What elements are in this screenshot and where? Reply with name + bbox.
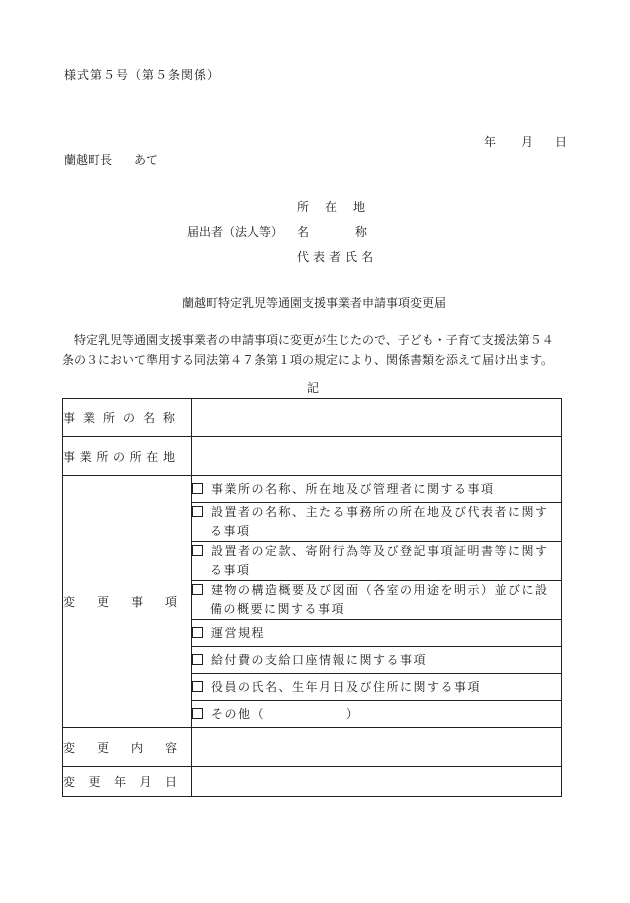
table-row [63,476,562,503]
char: 所 [96,449,109,464]
checkbox[interactable] [192,483,203,494]
char: 所 [102,411,115,425]
change-content-field[interactable] [191,728,561,767]
char: 変 [63,595,76,609]
char: 年 [113,775,126,789]
checkbox[interactable] [192,584,203,595]
filer-address-label [297,198,366,215]
table-row [63,399,562,437]
option-payment-account[interactable] [191,647,561,674]
option-officers[interactable] [191,674,561,701]
char: 氏 [345,250,359,264]
form-table [62,398,562,797]
form-number: 様式第５号（第５条関係） [64,68,221,82]
option-label: その他（ ） [210,706,360,721]
char: 変 [63,775,76,789]
date-year: 年 [484,135,497,149]
char: 月 [139,775,152,789]
option-rules[interactable] [191,620,561,647]
char: 地 [162,449,175,464]
table-row [63,728,562,767]
char: 更 [88,775,101,789]
char: 地 [353,200,367,214]
char: 業 [82,411,95,425]
char: 代 [297,250,311,264]
char: 容 [164,740,177,755]
char: 事 [63,411,76,425]
char: 名 [361,250,375,264]
checkbox[interactable] [192,545,203,556]
option-label-cont: る事項 [209,524,251,538]
filer-representative-label [297,248,374,265]
char: 所 [129,449,142,464]
option-label: 設置者の名称、主たる事務所の所在地及び代表者に関す [210,505,549,519]
option-label: 役員の氏名、生年月日及び住所に関する事項 [210,679,481,694]
char: 名 [142,411,155,425]
body-line-1: 特定乳児等通園支援事業者の申請事項に変更が生じたので、子ども・子育て支援法第５４ [74,333,554,347]
option-other[interactable] [191,701,561,728]
char: 更 [96,595,109,609]
char: 名 [297,225,311,239]
option-label: 運営規程 [210,625,265,640]
checkbox[interactable] [192,627,203,638]
char: 表 [313,250,327,264]
date-day: 日 [555,135,568,149]
checkbox[interactable] [192,506,203,517]
checkbox[interactable] [192,708,203,719]
option-label: 建物の構造概要及び図面（各室の用途を明示）並びに設 [210,583,549,597]
office-address-field[interactable] [191,437,561,476]
char: 日 [164,775,177,789]
option-label-cont: る事項 [209,563,251,577]
option-label-cont: 備の概要に関する事項 [209,602,345,616]
date-month: 月 [521,135,534,149]
option-label: 給付費の支給口座情報に関する事項 [210,652,427,667]
change-date-label [63,767,192,797]
char: 業 [79,449,92,464]
filer-label: 届出者（法人等） [187,225,284,239]
char: 者 [329,250,343,264]
addressee-honorific: あて [134,153,159,167]
char: 称 [355,225,369,239]
addressee [64,151,158,168]
addressee-name: 蘭越町長 [64,153,113,167]
char: 所 [297,200,311,214]
char: 更 [96,740,109,755]
char: の [112,449,125,464]
char: 変 [63,740,76,755]
body-line-2: 条の３において準用する同法第４７条第１項の規定により、関係書類を添えて届け出ます。 [62,353,554,367]
option-founder-info[interactable] [191,503,561,542]
option-articles[interactable] [191,542,561,581]
checkbox[interactable] [192,654,203,665]
office-address-label [63,437,192,476]
body-text [62,330,572,370]
char: 在 [325,200,339,214]
char: 項 [164,595,177,609]
option-office-info[interactable] [191,476,561,503]
ki-mark: 記 [307,381,320,395]
change-date-field[interactable] [191,767,561,797]
option-label: 事業所の名称、所在地及び管理者に関する事項 [210,481,495,496]
filer-name-label [297,223,368,240]
char: 内 [130,740,143,755]
table-row [63,437,562,476]
option-label: 設置者の定款、寄附行為等及び登記事項証明書等に関す [210,544,549,558]
change-content-label [63,728,192,767]
office-name-field[interactable] [191,399,561,437]
option-building[interactable] [191,581,561,620]
char: の [122,411,135,425]
office-name-label [63,399,192,437]
document-title: 蘭越町特定乳児等通園支援事業者申請事項変更届 [182,296,447,310]
char: 事 [130,595,143,609]
char: 在 [146,449,159,464]
char: 称 [162,411,175,425]
change-items-label [63,476,192,728]
checkbox[interactable] [192,681,203,692]
char: 事 [63,449,76,464]
table-row [63,767,562,797]
